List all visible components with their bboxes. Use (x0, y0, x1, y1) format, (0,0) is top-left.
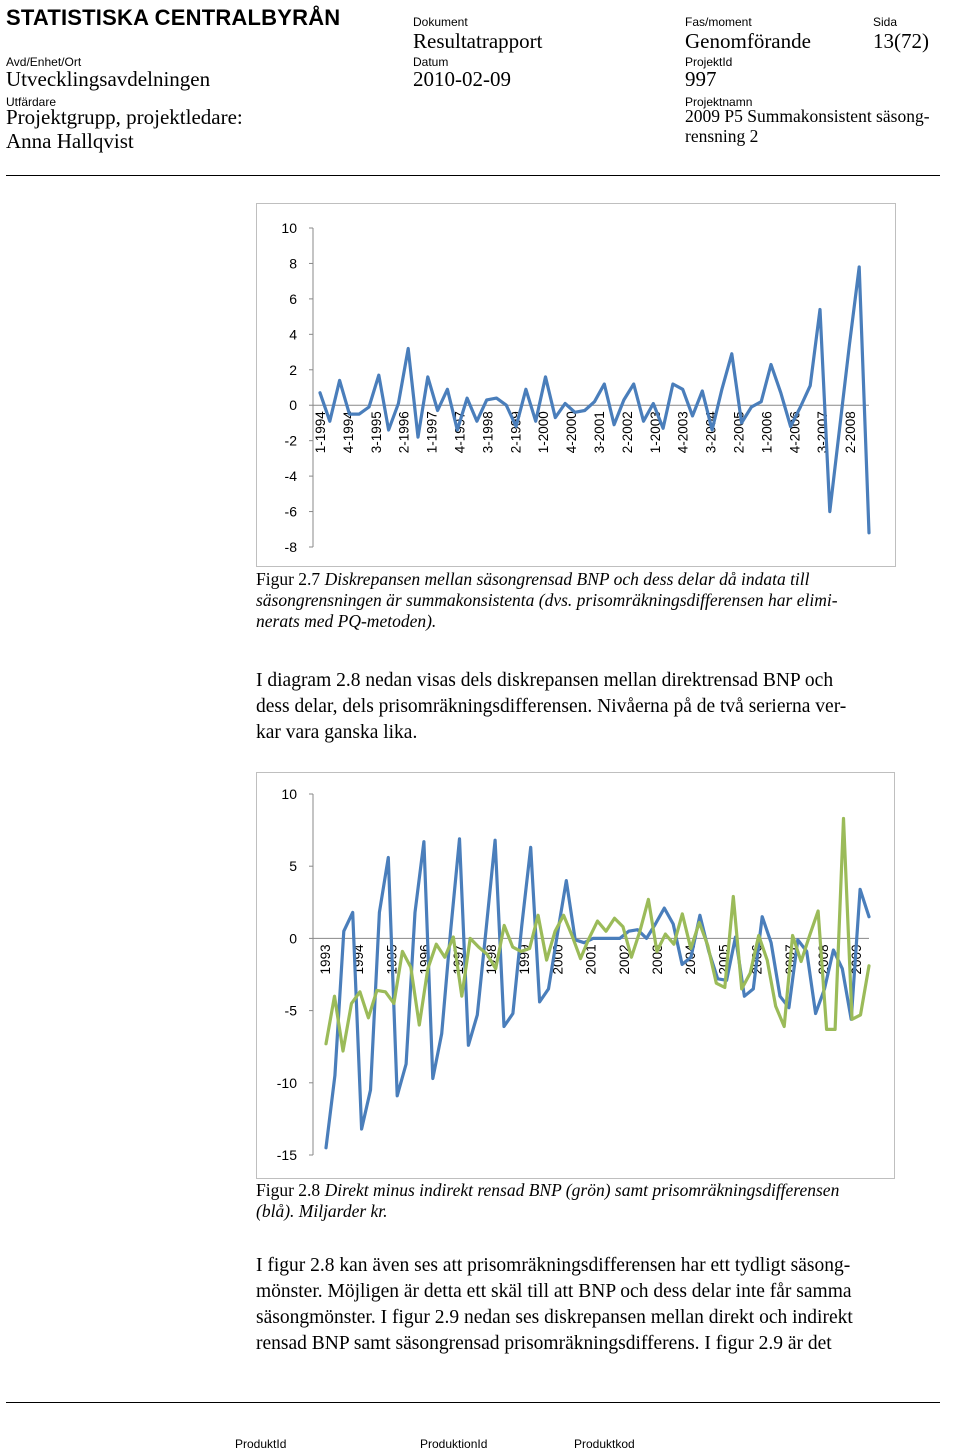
caption-2-8-prefix: Figur 2.8 (256, 1180, 325, 1200)
x-tick-label: 1997 (450, 944, 466, 975)
x-tick-label: 2008 (816, 944, 831, 975)
x-tick-label: 1-2003 (647, 411, 663, 454)
y-tick-label: -5 (284, 1002, 297, 1019)
x-tick-label: 2007 (782, 944, 798, 975)
paragraph-2-line1: I figur 2.8 kan även ses att prisomräkningsdifferensen har ett tydligt säsong- (256, 1255, 851, 1276)
x-tick-label: 4-2003 (675, 411, 691, 454)
y-tick-label: -2 (284, 432, 297, 449)
x-tick-label: 2-2005 (731, 411, 747, 454)
y-tick-label: -10 (276, 1074, 297, 1091)
x-tick-label: 1999 (517, 944, 533, 975)
x-tick-label: 4-1994 (340, 411, 356, 454)
x-tick-label: 3-1995 (368, 411, 384, 454)
y-tick-label: 2 (289, 361, 297, 378)
x-tick-label: 1998 (484, 944, 499, 975)
x-tick-label: 1993 (318, 944, 333, 975)
x-tick-label: 2005 (716, 944, 732, 975)
x-tick-label: 2-1996 (396, 411, 412, 454)
paragraph-2-line3: säsongmönster. I figur 2.9 nedan ses diskrepansen mellan direkt och indirekt (256, 1307, 853, 1328)
fas-value: Genomförande (685, 29, 811, 53)
x-tick-label: 2-2008 (843, 411, 859, 454)
y-tick-label: 0 (289, 930, 297, 947)
x-tick-label: 2004 (683, 944, 699, 975)
caption-2-7-line1: Diskrepansen mellan säsongrensad BNP och dess delar då indata till (324, 569, 810, 589)
x-tick-label: 2009 (849, 944, 865, 975)
header-rule (6, 175, 940, 176)
utfardare-value-line2: Anna Hallqvist (6, 129, 134, 153)
paragraph-2-line4: rensad BNP samt säsongrensad prisomräkningsdifferens. I figur 2.9 är det (256, 1333, 832, 1354)
paragraph-1 (256, 668, 956, 746)
x-tick-label: 2006 (749, 944, 765, 975)
caption-figure-2-7 (256, 569, 956, 632)
sida-value: 13(72) (873, 29, 929, 53)
caption-2-8-line1: Direkt minus indirekt rensad BNP (grön) samt prisomräkningsdifferensen (324, 1180, 840, 1200)
x-tick-label: 4-1997 (452, 411, 468, 454)
footer-produktid: ProduktId (235, 1437, 287, 1451)
caption-2-7-prefix: Figur 2.7 (256, 569, 325, 589)
paragraph-2 (256, 1253, 960, 1357)
x-tick-label: 2001 (583, 944, 599, 975)
avd-label: Avd/Enhet/Ort (6, 55, 82, 69)
x-tick-label: 2-1999 (508, 411, 524, 454)
org-name: STATISTISKA CENTRALBYRÅN (6, 5, 341, 30)
projektnamn-value-line1: 2009 P5 Summakonsistent säsong- (685, 106, 930, 126)
chart-2-7-svg (257, 204, 895, 566)
paragraph-2-line2: mönster. Möjligen är detta ett skäl till att BNP och dess delar inte får samma (256, 1281, 852, 1302)
utfardare-value-line1: Projektgrupp, projektledare: (6, 105, 243, 129)
x-tick-label: 4-2006 (787, 411, 803, 454)
x-tick-label: 1-2000 (536, 411, 552, 454)
caption-figure-2-8 (256, 1180, 960, 1222)
paragraph-1-line2: dess delar, dels prisomräkningsdifferensen. Nivåerna på de två serierna ver- (256, 696, 847, 717)
footer-rule (6, 1402, 940, 1403)
x-tick-label: 1994 (351, 944, 367, 975)
caption-2-8-line2: (blå). Miljarder kr. (256, 1201, 388, 1221)
datum-label: Datum (413, 55, 449, 69)
y-tick-label: -8 (284, 539, 297, 555)
paragraph-1-line3: kar vara ganska lika. (256, 722, 418, 743)
x-tick-label: 1-1997 (424, 411, 440, 454)
x-tick-label: 2-2002 (619, 411, 635, 454)
y-tick-label: 0 (289, 397, 297, 414)
utfardare-label: Utfärdare (6, 95, 57, 109)
projektid-label: ProjektId (685, 55, 733, 69)
caption-2-7-line2: säsongrensningen är summakonsistenta (dvs. prisomräkningsdifferensen har elimi- (256, 590, 838, 610)
x-tick-label: 3-1998 (480, 411, 496, 454)
x-tick-label: 3-2004 (703, 411, 719, 454)
dokument-label: Dokument (413, 15, 468, 29)
y-tick-label: 8 (289, 255, 297, 272)
chart-figure-2-8 (256, 772, 895, 1179)
chart-figure-2-7 (256, 203, 896, 567)
x-tick-label: 4-2000 (564, 411, 580, 454)
fas-label: Fas/moment (685, 15, 752, 29)
y-tick-label: 10 (281, 786, 297, 802)
footer-produktionid: ProduktionId (420, 1437, 488, 1451)
x-tick-label: 1-2006 (759, 411, 775, 454)
caption-2-7-line3: nerats med PQ-metoden). (256, 611, 437, 631)
y-tick-label: -6 (284, 503, 297, 520)
footer-produktkod: Produktkod (574, 1437, 635, 1451)
projektnamn-label: Projektnamn (685, 95, 753, 109)
chart-2-8-svg (257, 773, 894, 1178)
x-tick-label: 3-2007 (815, 411, 831, 454)
x-tick-label: 2000 (550, 944, 566, 975)
paragraph-1-line1: I diagram 2.8 nedan visas dels diskrepansen mellan direktrensad BNP och (256, 670, 834, 691)
sida-label: Sida (873, 15, 898, 29)
y-tick-label: -15 (276, 1147, 297, 1163)
x-tick-label: 2003 (650, 944, 665, 975)
y-tick-label: -4 (284, 468, 297, 485)
y-tick-label: 10 (281, 220, 297, 236)
y-tick-label: 6 (289, 290, 297, 307)
datum-value: 2010-02-09 (413, 67, 511, 91)
x-tick-label: 1996 (417, 944, 433, 975)
projektnamn-value-line2: rensning 2 (685, 126, 759, 146)
y-tick-label: 5 (289, 858, 297, 875)
x-tick-label: 1-1994 (313, 411, 328, 454)
series-line-0 (320, 267, 869, 533)
projektid-value: 997 (685, 67, 717, 91)
x-tick-label: 2002 (616, 944, 632, 975)
x-tick-label: 1995 (384, 944, 400, 975)
y-tick-label: 4 (289, 326, 297, 343)
x-tick-label: 3-2001 (592, 411, 607, 454)
dokument-value: Resultatrapport (413, 29, 543, 53)
avd-value: Utvecklingsavdelningen (6, 67, 211, 91)
